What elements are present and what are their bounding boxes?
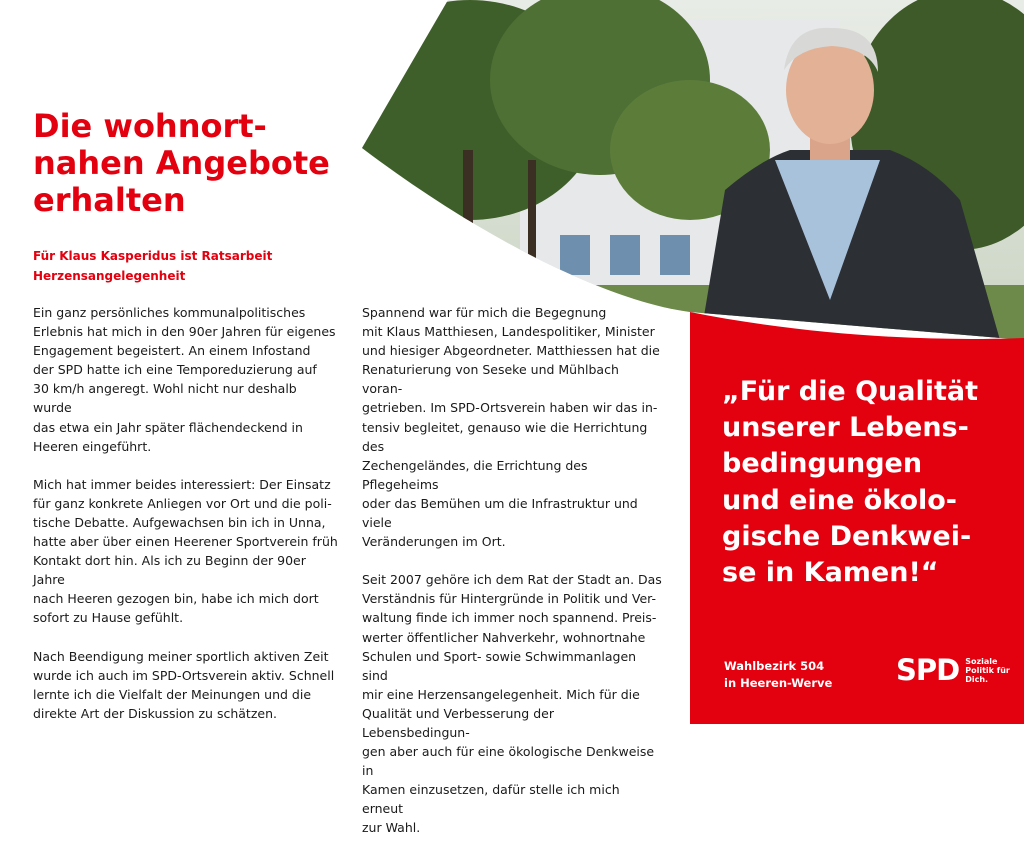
paragraph: Seit 2007 gehöre ich dem Rat der Stadt an. Das Verständnis für Hintergründe in Politik und Ver- waltung finde ich immer noch spannend. Preis- werter öffentlicher Nahverkehr, wohnortnahe Schulen und Sport- sowie Schwimmanlagen sind mir eine Herzensangelegenheit. Mich für die Qualität und Verbesserung der Lebensbedingun- gen aber auch für eine ökologische Denkweise in Kamen einzusetzen, dafür stelle ich mich erneut zur Wahl. bbox=[362, 572, 662, 836]
paragraph: Mich hat immer beides interessiert: Der Einsatz für ganz konkrete Anliegen vor Ort und die poli- tische Debatte. Aufgewachsen bin ich in Unna, hatte aber über einen Heerener Sportverein früh Kontakt dort hin. Als ich zu Beginn der 90er Jahre nach Heeren gezogen bin, habe ich mich dort sofort zu Hause gefühlt. bbox=[33, 476, 338, 626]
district-label: Wahlbezirk 504 in Heeren-Werve bbox=[724, 659, 833, 690]
logo-tagline: Soziale Politik für Dich. bbox=[965, 657, 1010, 684]
logo-mark: SPD bbox=[896, 653, 960, 687]
paragraph: Nach Beendigung meiner sportlich aktiven Zeit wurde ich auch im SPD-Ortsverein aktiv. Schnell lernte ich die Vielfalt der Meinungen und die direkte Art der Diskussion zu schätzen. bbox=[33, 648, 335, 721]
text-column-left bbox=[33, 303, 338, 742]
paragraph: Ein ganz persönliches kommunalpolitisches Erlebnis hat mich in den 90er Jahren für eigenes Engagement begeistert. An einem Infostand der SPD hatte ich eine Temporeduzierung auf 30 km/h angeregt. Wohl nicht nur deshalb wurde das etwa ein Jahr später flächendeckend in Heeren eingeführt. bbox=[33, 305, 336, 454]
pull-quote: „Für die Qualität unserer Lebens- bedingungen und eine ökolo- gische Denkwei- se in Kamen!“ bbox=[722, 376, 979, 588]
spd-logo bbox=[896, 653, 1010, 687]
paragraph: Spannend war für mich die Begegnung mit Klaus Matthiesen, Landespolitiker, Minister und hiesiger Abgeordneter. Matthiessen hat die Renaturierung von Seseke und Mühlbach voran- getrieben. Im SPD-Ortsverein haben wir das in- tensiv begleitet, genauso wie die Herrichtung des Zechengeländes, die Errichtung des Pflegeheims oder das Bemühen um die Infrastruktur und viele Veränderungen im Ort. bbox=[362, 305, 660, 550]
page-title: Die wohnort- nahen Angebote erhalten bbox=[33, 107, 330, 220]
text-column-right bbox=[362, 303, 662, 857]
subheadline: Für Klaus Kasperidus ist Ratsarbeit Herzensangelegenheit bbox=[33, 249, 273, 283]
